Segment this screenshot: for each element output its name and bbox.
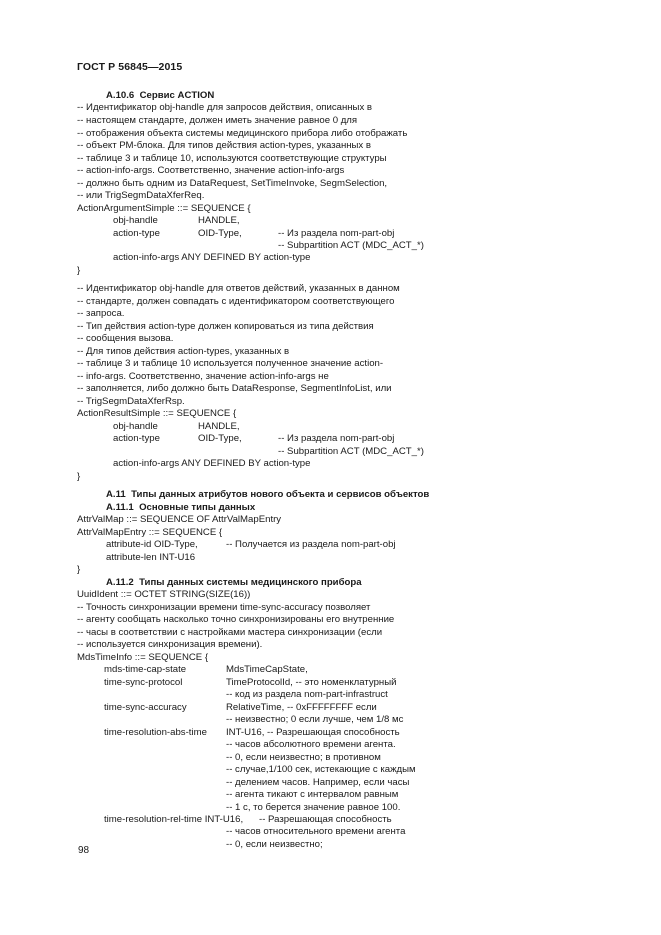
- comment-line: -- TrigSegmDataXferRsp.: [77, 396, 185, 407]
- code-type: OID-Type,: [198, 228, 242, 239]
- code-type: OID-Type,: [198, 433, 242, 444]
- code-field: time-sync-accuracy: [104, 702, 187, 713]
- code-field: attribute-id OID-Type,: [106, 539, 198, 550]
- code-comment: -- Subpartition ACT (MDC_ACT_*): [278, 446, 424, 457]
- code-field: time-resolution-abs-time: [104, 727, 207, 738]
- code-line: }: [77, 564, 81, 575]
- comment-line: -- настоящем стандарте, должен иметь значение равное 0 для: [77, 115, 358, 126]
- code-line: }: [77, 265, 81, 276]
- comment-line: -- info-args. Соответственно, значение action-info-args не: [77, 371, 329, 382]
- comment-line: -- объект РМ-блока. Для типов действия action-types, указанных в: [77, 140, 371, 151]
- code-comment: -- 1 с, то берется значение равное 100.: [226, 802, 401, 813]
- code-line: ActionResultSimple ::= SEQUENCE {: [77, 408, 237, 419]
- comment-line: -- Тип действия action-type должен копироваться из типа действия: [77, 321, 374, 332]
- code-type: RelativeTime, -- 0xFFFFFFFF если: [226, 702, 377, 713]
- code-line: ActionArgumentSimple ::= SEQUENCE {: [77, 203, 251, 214]
- comment-line: -- action-info-args. Соответственно, значение action-info-args: [77, 165, 345, 176]
- comment-line: -- сообщения вызова.: [77, 333, 174, 344]
- code-comment: -- код из раздела nom-part-infrastruct: [226, 689, 388, 700]
- code-comment: -- 0, если неизвестно;: [226, 839, 323, 850]
- code-line: action-info-args ANY DEFINED BY action-type: [113, 458, 311, 469]
- code-field: obj-handle: [113, 421, 158, 432]
- code-line: AttrValMap ::= SEQUENCE OF AttrValMapEntry: [77, 514, 282, 525]
- code-comment: -- Subpartition ACT (MDC_ACT_*): [278, 240, 424, 251]
- page-number: 98: [78, 845, 90, 856]
- comment-line: -- или TrigSegmDataXferReq.: [77, 190, 205, 201]
- code-field: time-sync-protocol: [104, 677, 183, 688]
- comment-line: -- Для типов действия action-types, указанных в: [77, 346, 290, 357]
- code-comment: -- Из раздела nom-part-obj: [278, 228, 395, 239]
- code-type: INT-U16, -- Разрешающая способность: [226, 727, 400, 738]
- code-comment: -- делением часов. Например, если часы: [226, 777, 410, 788]
- comment-line: -- отображения объекта системы медицинского прибора либо отображать: [77, 128, 408, 139]
- code-comment: -- Получается из раздела nom-part-obj: [226, 539, 396, 550]
- code-field: obj-handle: [113, 215, 158, 226]
- code-comment: -- Разрешающая способность: [259, 814, 392, 825]
- comment-line: -- используется синхронизация времени).: [77, 639, 263, 650]
- code-field: action-type: [113, 228, 160, 239]
- code-field: action-type: [113, 433, 160, 444]
- code-type: HANDLE,: [198, 421, 240, 432]
- section-heading: A.11 Типы данных атрибутов нового объекта и сервисов объектов: [106, 489, 430, 500]
- code-comment: -- неизвестно; 0 если лучше, чем 1/8 мс: [226, 714, 404, 725]
- code-line: UuidIdent ::= OCTET STRING(SIZE(16)): [77, 589, 251, 600]
- code-comment: -- часов абсолютного времени агента.: [226, 739, 396, 750]
- comment-line: -- таблице 3 и таблице 10, используются соответствующие структуры: [77, 153, 387, 164]
- code-type: TimeProtocolId, -- это номенклатурный: [226, 677, 397, 688]
- code-line: AttrValMapEntry ::= SEQUENCE {: [77, 527, 223, 538]
- comment-line: -- Идентификатор obj-handle для ответов действий, указанных в данном: [77, 283, 400, 294]
- comment-line: -- должно быть одним из DataRequest, SetTimeInvoke, SegmSelection,: [77, 178, 388, 189]
- comment-line: -- Точность синхронизации времени time-sync-accuracy позволяет: [77, 602, 371, 613]
- code-comment: -- агента тикают с интервалом равным: [226, 789, 399, 800]
- code-line: MdsTimeInfo ::= SEQUENCE {: [77, 652, 209, 663]
- code-line: action-info-args ANY DEFINED BY action-type: [113, 252, 311, 263]
- code-comment: -- 0, если неизвестно; в противном: [226, 752, 381, 763]
- comment-line: -- Идентификатор obj-handle для запросов действия, описанных в: [77, 102, 373, 113]
- section-heading: A.11.1 Основные типы данных: [106, 502, 256, 513]
- comment-line: -- таблице 3 и таблице 10 используется полученное значение action-: [77, 358, 384, 369]
- document-header: ГОСТ Р 56845—2015: [77, 61, 183, 73]
- code-field: time-resolution-rel-time INT-U16,: [104, 814, 244, 825]
- comment-line: -- агенту сообщать насколько точно синхронизированы его внутренние: [77, 614, 395, 625]
- code-comment: -- Из раздела nom-part-obj: [278, 433, 395, 444]
- code-type: HANDLE,: [198, 215, 240, 226]
- section-heading: A.10.6 Сервис ACTION: [106, 90, 215, 101]
- code-field: attribute-len INT-U16: [106, 552, 196, 563]
- code-comment: -- часов относительного времени агента: [226, 826, 406, 837]
- code-comment: -- случае,1/100 сек, истекающие с каждым: [226, 764, 416, 775]
- comment-line: -- стандарте, должен совпадать с идентификатором соответствующего: [77, 296, 395, 307]
- code-type: MdsTimeCapState,: [226, 664, 308, 675]
- code-line: }: [77, 471, 81, 482]
- comment-line: -- запроса.: [77, 308, 125, 319]
- section-heading: A.11.2 Типы данных системы медицинского прибора: [106, 577, 362, 588]
- code-field: mds-time-cap-state: [104, 664, 187, 675]
- comment-line: -- часы в соответствии с настройками мастера синхронизации (если: [77, 627, 383, 638]
- comment-line: -- заполняется, либо должно быть DataResponse, SegmentInfoList, или: [77, 383, 392, 394]
